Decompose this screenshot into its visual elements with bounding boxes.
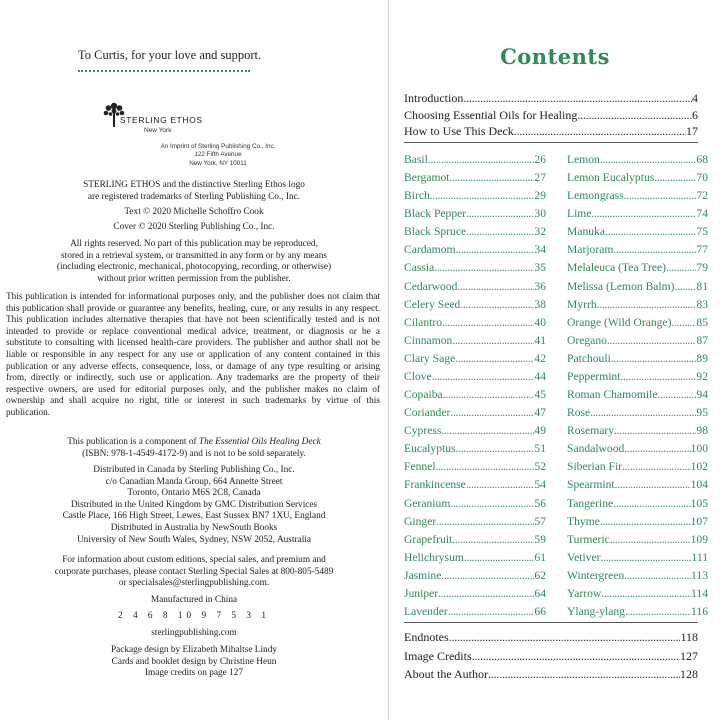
dot-leader [610, 533, 691, 546]
special-sales-line: corporate purchases, please contact Sterling Special Sales at 800-805-5489 [54, 566, 334, 577]
toc-entry-page: 68 [696, 153, 708, 166]
toc-entry-page: 40 [534, 315, 546, 329]
toc-entry [404, 388, 546, 401]
special-sales-line: or specialsales@sterlingpublishing.com. [118, 578, 270, 589]
toc-entry-page: 83 [696, 297, 708, 311]
toc-entry-page: 116 [691, 605, 708, 618]
toc-entry [567, 478, 708, 491]
toc-entry [404, 352, 546, 365]
toc-entry-label: How to Use This Deck [404, 124, 514, 138]
distribution-notice [0, 465, 388, 546]
toc-entry-label: Orange (Wild Orange) [567, 315, 672, 329]
toc-entry [404, 153, 546, 166]
toc-entry [404, 424, 546, 437]
toc-entry [404, 370, 546, 383]
toc-entry-label: Cassia [404, 261, 435, 275]
toc-entry-page: 26 [534, 153, 546, 166]
toc-entry-page: 38 [534, 297, 546, 311]
toc-entry [567, 243, 708, 256]
toc-entry-page: 70 [696, 171, 708, 185]
toc-entry-page: 17 [686, 124, 698, 138]
toc-entry-label: Siberian Fir [567, 460, 623, 474]
toc-entry-label: Clove [404, 369, 432, 383]
toc-entry-page: 105 [690, 496, 708, 510]
toc-entry-page: 64 [534, 586, 546, 600]
toc-entry-page: 45 [534, 388, 546, 402]
contents-divider [404, 142, 698, 143]
trademark-line: STERLING ETHOS and the distinctive Sterling Ethos logo [83, 180, 305, 190]
toc-entry-page: 72 [696, 189, 708, 203]
rights-line: stored in a retrieval system, or transmitted in any form or by any means [61, 250, 327, 261]
toc-entry [404, 261, 546, 274]
toc-entry [404, 108, 698, 123]
toc-entry [567, 316, 708, 329]
design-credits [0, 645, 388, 680]
dot-leader [466, 207, 534, 220]
toc-entry-label: Oregano [567, 333, 607, 347]
toc-entry-page: 87 [696, 333, 708, 347]
toc-entry-label: Endnotes [404, 630, 449, 644]
toc-entry [567, 189, 708, 202]
dot-leader [448, 605, 535, 618]
toc-entry-label: Coriander [404, 406, 451, 420]
toc-entry [404, 280, 546, 293]
dot-leader [430, 189, 535, 202]
dot-leader [622, 460, 691, 473]
toc-entry-page: 41 [534, 333, 546, 347]
toc-entry [567, 171, 708, 184]
dot-leader [436, 515, 534, 528]
distribution-line: Toronto, Ontario M6S 2C8, Canada [127, 488, 261, 499]
toc-entry-page: 77 [696, 243, 708, 257]
dot-leader [624, 442, 690, 455]
toc-entry-page: 89 [696, 351, 708, 365]
cover-copyright: Cover © 2020 Sterling Publishing Co., Inc. [113, 222, 275, 232]
toc-entry-page: 85 [696, 315, 708, 329]
toc-entry [567, 280, 708, 293]
toc-entry-page: 4 [692, 91, 698, 105]
toc-entry-label: Lime [567, 207, 592, 221]
toc-entry [567, 515, 708, 528]
distribution-line: Distributed in the United Kingdom by GMC Distribution Services [70, 499, 318, 510]
toc-entry-page: 35 [534, 261, 546, 275]
toc-entry [567, 225, 708, 238]
toc-entry-label: Myrrh [567, 297, 597, 311]
dot-leader [654, 171, 696, 184]
toc-entry [404, 225, 546, 238]
toc-entry-page: 61 [534, 550, 546, 564]
distribution-line: c/o Canadian Manda Group, 664 Annette Street [105, 476, 283, 487]
toc-entry-page: 95 [696, 406, 708, 420]
toc-entry [567, 533, 708, 546]
toc-entry-page: 32 [534, 225, 546, 239]
dot-leader [441, 424, 534, 437]
toc-entry-label: Jasmine [404, 568, 442, 582]
dot-leader [620, 370, 696, 383]
toc-entry-label: Eucalyptus [404, 442, 456, 456]
dot-leader [457, 280, 534, 293]
dedication: To Curtis, for your love and support. [78, 48, 262, 62]
imprint-line: New York, NY 10011 [189, 159, 247, 167]
publisher-name: STERLING ETHOS [120, 115, 203, 125]
toc-entry-page: 6 [692, 107, 698, 122]
toc-entry-page: 118 [680, 630, 698, 644]
toc-entry [404, 569, 546, 582]
toc-entry [404, 649, 698, 664]
toc-entry [404, 497, 546, 510]
dot-leader [432, 370, 535, 383]
dot-leader [614, 424, 696, 437]
toc-entry-label: Cilantro [404, 315, 442, 329]
print-line: 2 4 6 8 10 9 7 5 3 1 [117, 611, 271, 621]
dot-leader [624, 189, 697, 202]
toc-entry [567, 551, 708, 564]
dot-leader [577, 108, 692, 123]
toc-entry [404, 189, 546, 202]
toc-entry-page: 36 [534, 279, 546, 293]
rights-line: All rights reserved. No part of this publication may be reproduced, [70, 239, 318, 249]
toc-entry-page: 111 [691, 550, 708, 564]
contents-page [388, 0, 720, 720]
toc-entry-page: 127 [680, 648, 698, 663]
dot-leader [601, 587, 691, 600]
toc-entry-page: 81 [696, 279, 708, 293]
special-sales-notice [0, 555, 388, 590]
toc-entry-page: 54 [534, 478, 546, 492]
toc-entry [404, 460, 546, 473]
toc-entry-page: 128 [680, 667, 698, 681]
dot-leader [625, 605, 691, 618]
toc-entry-label: Melaleuca (Tea Tree) [567, 261, 666, 275]
toc-entry-page: 75 [696, 225, 708, 239]
rights-notice [0, 239, 388, 285]
toc-entry [567, 352, 708, 365]
toc-entry-label: Geranium [404, 496, 451, 510]
toc-entry-label: Frankincense [404, 478, 466, 492]
toc-entry-page: 51 [534, 442, 546, 456]
dot-leader [428, 153, 535, 166]
toc-entry-page: 29 [534, 189, 546, 203]
imprint-line: An Imprint of Sterling Publishing Co., Inc. [160, 143, 276, 150]
rights-line: (including electronic, mechanical, photocopying, recording, or otherwise) [56, 262, 332, 273]
toc-entry-label: Basil [404, 153, 428, 166]
dot-leader [675, 280, 697, 293]
deck-title: The Essential Oils Healing Deck [198, 437, 321, 447]
dot-leader [514, 124, 686, 139]
distribution-line: Distributed in Australia by NewSouth Books [110, 522, 278, 533]
toc-entry-label: Yarrow [567, 586, 602, 600]
toc-entry-label: Cedarwood [404, 279, 458, 293]
toc-entry-label: Thyme [567, 514, 600, 528]
toc-entry-page: 74 [696, 207, 708, 221]
trademark-line: are registered trademarks of Sterling Publishing Co., Inc. [87, 191, 301, 202]
dot-leader [613, 497, 690, 510]
component-notice [0, 437, 388, 460]
dot-leader [436, 460, 535, 473]
toc-entry-label: Grapefruit [404, 532, 453, 546]
toc-entry-label: Marjoram [567, 243, 614, 257]
toc-entry-page: 109 [690, 532, 708, 546]
toc-entry-page: 107 [690, 514, 708, 528]
dot-leader [624, 569, 691, 582]
toc-entry-page: 104 [690, 478, 708, 492]
dot-leader [658, 388, 697, 401]
toc-entry-label: Lavender [404, 605, 448, 618]
dot-leader [452, 533, 534, 546]
dot-leader [460, 298, 534, 311]
toc-entry [404, 515, 546, 528]
toc-entry-page: 49 [534, 424, 546, 438]
dot-leader [456, 243, 535, 256]
dot-leader [438, 587, 534, 600]
dot-leader [450, 406, 534, 419]
dot-leader [600, 515, 691, 528]
toc-entry-label: Rose [567, 406, 591, 420]
dot-leader [463, 91, 692, 106]
dot-leader [442, 316, 534, 329]
toc-entry-label: Peppermint [567, 369, 621, 383]
toc-entry-page: 100 [690, 442, 708, 456]
dot-leader [466, 478, 535, 491]
dot-leader [488, 667, 680, 682]
dot-leader [615, 478, 691, 491]
toc-entry [404, 243, 546, 256]
toc-entry [404, 406, 546, 419]
toc-entry [404, 551, 546, 564]
toc-entry-label: Manuka [567, 225, 605, 239]
toc-entry-label: Rosemary [567, 424, 615, 438]
toc-entry-page: 34 [534, 243, 546, 257]
toc-entry [567, 587, 708, 600]
dot-leader [611, 352, 697, 365]
toc-entry [567, 370, 708, 383]
toc-entry-label: Juniper [404, 586, 439, 600]
dot-leader [452, 334, 534, 347]
toc-entry-label: Sandalwood [567, 442, 625, 456]
toc-entry [567, 261, 708, 274]
imprint-line: 122 Fifth Avenue [194, 151, 242, 159]
manufactured-notice: Manufactured in China [150, 595, 238, 605]
toc-entry-page: 52 [534, 460, 546, 474]
dot-leader [456, 442, 535, 455]
toc-entry-label: Introduction [404, 91, 464, 105]
toc-entry [404, 298, 546, 311]
toc-entry-label: Black Spruce [404, 225, 467, 239]
toc-entry [567, 424, 708, 437]
rights-line: without prior written permission from the publisher. [97, 273, 291, 284]
toc-entry [567, 442, 708, 455]
isbn-line: (ISBN: 978-1-4549-4172-9) and is not to be sold separately. [82, 448, 306, 459]
dot-leader [605, 225, 696, 238]
toc-entry-label: Clary Sage [404, 351, 456, 365]
toc-entry [567, 460, 708, 473]
toc-entry-label: Image Credits [404, 648, 472, 663]
toc-entry [404, 587, 546, 600]
toc-entry-label: Patchouli [567, 351, 611, 365]
contents-title: Contents [500, 44, 610, 69]
component-prefix: This publication is a component of [67, 437, 199, 447]
toc-entry-page: 79 [696, 261, 708, 275]
toc-entry [567, 334, 708, 347]
dot-leader [607, 334, 696, 347]
toc-entry-page: 92 [696, 369, 708, 383]
toc-entry-page: 47 [534, 406, 546, 420]
toc-entry-page: 56 [534, 496, 546, 510]
dot-leader [455, 352, 534, 365]
toc-entry-page: 44 [534, 369, 546, 383]
toc-entry [404, 316, 546, 329]
dot-leader [450, 171, 535, 184]
toc-entry [404, 91, 698, 106]
toc-entry [567, 569, 708, 582]
toc-entry-label: Ginger [404, 514, 437, 528]
toc-entry-label: Bergamot [404, 171, 450, 185]
toc-entry-label: Spearmint [567, 478, 615, 492]
toc-entry-page: 30 [534, 207, 546, 221]
toc-entry [567, 605, 708, 618]
trademark-notice [0, 180, 388, 203]
toc-entry [404, 442, 546, 455]
toc-entry-label: Copaiba [404, 388, 443, 402]
dot-leader [600, 153, 697, 166]
toc-entry-label: Fennel [404, 460, 436, 474]
disclaimer: This publication is intended for informational purposes only, and the publisher does not claim that this publication shall provide or guarantee any benefits, healing, cure, or any results in any respect. This publication includes alternative therapies that have not been scientifically tested and is not intended to provide or replace conventional medical advice, treatment, or diagnosis or be a substitute to consulting with licensed health-care providers. The publisher and author shall not be liable or responsible in any respect for any use or application of any content contained in this publication or any adverse effects, consequence, loss, or damage of any type resulting or arising from, directly or indirectly, such use or application. Any trademarks are the property of their respective owners, are used for editorial purposes only, and the publisher makes no claim of ownership and shall acquire no right, title or interest in such trademarks by virtue of this publication. [6, 292, 380, 418]
toc-entry-label: Cypress [404, 424, 442, 438]
toc-entry [567, 153, 708, 166]
toc-entry-label: Lemon Eucalyptus [567, 171, 655, 185]
toc-entry-page: 59 [534, 532, 546, 546]
dot-leader [590, 406, 696, 419]
publisher-city: New York [144, 127, 172, 134]
toc-entry [404, 124, 698, 139]
toc-entry-page: 113 [691, 568, 708, 582]
dotted-divider [78, 70, 250, 72]
dot-leader [671, 316, 696, 329]
toc-entry-label: Black Pepper [404, 207, 467, 221]
toc-entry-page: 114 [691, 586, 708, 600]
distribution-line: Castle Place, 166 High Street, Lewes, East Sussex BN7 1XU, England [62, 511, 326, 522]
dot-leader [464, 551, 535, 564]
toc-entry [404, 605, 546, 618]
toc-entry-page: 62 [534, 568, 546, 582]
toc-entry-label: Cinnamon [404, 333, 453, 347]
toc-entry-label: Birch [404, 189, 430, 203]
toc-entry-label: Lemon [567, 153, 600, 166]
toc-entry-page: 94 [696, 388, 708, 402]
toc-entry [567, 406, 708, 419]
toc-entry-page: 42 [534, 351, 546, 365]
toc-entry-label: Roman Chamomile [567, 388, 658, 402]
toc-entry-label: Vetiver [567, 550, 601, 564]
toc-entry [404, 334, 546, 347]
dot-leader [472, 649, 680, 664]
toc-entry-label: Lemongrass [567, 189, 624, 203]
toc-entry-page: 27 [534, 171, 546, 185]
toc-entry-label: Helichrysum [404, 550, 464, 564]
toc-entry-label: Celery Seed [404, 297, 461, 311]
dot-leader [450, 497, 534, 510]
toc-entry-page: 66 [534, 605, 546, 618]
credit-line: Cards and booklet design by Christine Heun [111, 656, 277, 667]
toc-entry-page: 98 [696, 424, 708, 438]
toc-entry [404, 207, 546, 220]
toc-entry-label: Cardamom [404, 243, 456, 257]
special-sales-line: For information about custom editions, special sales, and premium and [62, 555, 326, 565]
dot-leader [666, 261, 696, 274]
toc-entry [404, 667, 698, 682]
credit-line: Image credits on page 127 [144, 668, 244, 679]
dot-leader [441, 569, 534, 582]
dot-leader [434, 261, 534, 274]
toc-entry [567, 497, 708, 510]
toc-entry [567, 207, 708, 220]
toc-entry [404, 533, 546, 546]
toc-entry [567, 388, 708, 401]
toc-entry-label: Wintergreen [567, 568, 625, 582]
dot-leader [466, 225, 534, 238]
toc-entry [404, 171, 546, 184]
credit-line: Package design by Elizabeth Mihaltse Lindy [110, 645, 277, 655]
toc-entry [567, 298, 708, 311]
dot-leader [449, 630, 681, 645]
publisher-website: sterlingpublishing.com [151, 628, 237, 638]
dot-leader [443, 388, 535, 401]
toc-entry-label: About the Author [404, 667, 488, 681]
dot-leader [600, 551, 691, 564]
toc-entry [404, 478, 546, 491]
contents-divider [404, 622, 698, 623]
toc-entry-label: Melissa (Lemon Balm) [567, 279, 675, 293]
text-copyright: Text © 2020 Michelle Schoffro Cook [124, 207, 264, 217]
dot-leader [591, 207, 696, 220]
toc-entry-label: Turmeric [567, 532, 610, 546]
dot-leader [613, 243, 696, 256]
dot-leader [597, 298, 697, 311]
toc-entry-label: Ylang-ylang [567, 605, 625, 618]
toc-entry-label: Tangerine [567, 496, 614, 510]
toc-entry-label: Choosing Essential Oils for Healing [404, 107, 578, 122]
toc-entry [404, 630, 698, 645]
imprint-address [0, 143, 388, 168]
toc-entry-page: 57 [534, 514, 546, 528]
distribution-line: University of New South Wales, Sydney, NSW 2052, Australia [76, 534, 312, 545]
toc-entry-page: 102 [690, 460, 708, 474]
distribution-line: Distributed in Canada by Sterling Publishing Co., Inc. [93, 465, 295, 475]
